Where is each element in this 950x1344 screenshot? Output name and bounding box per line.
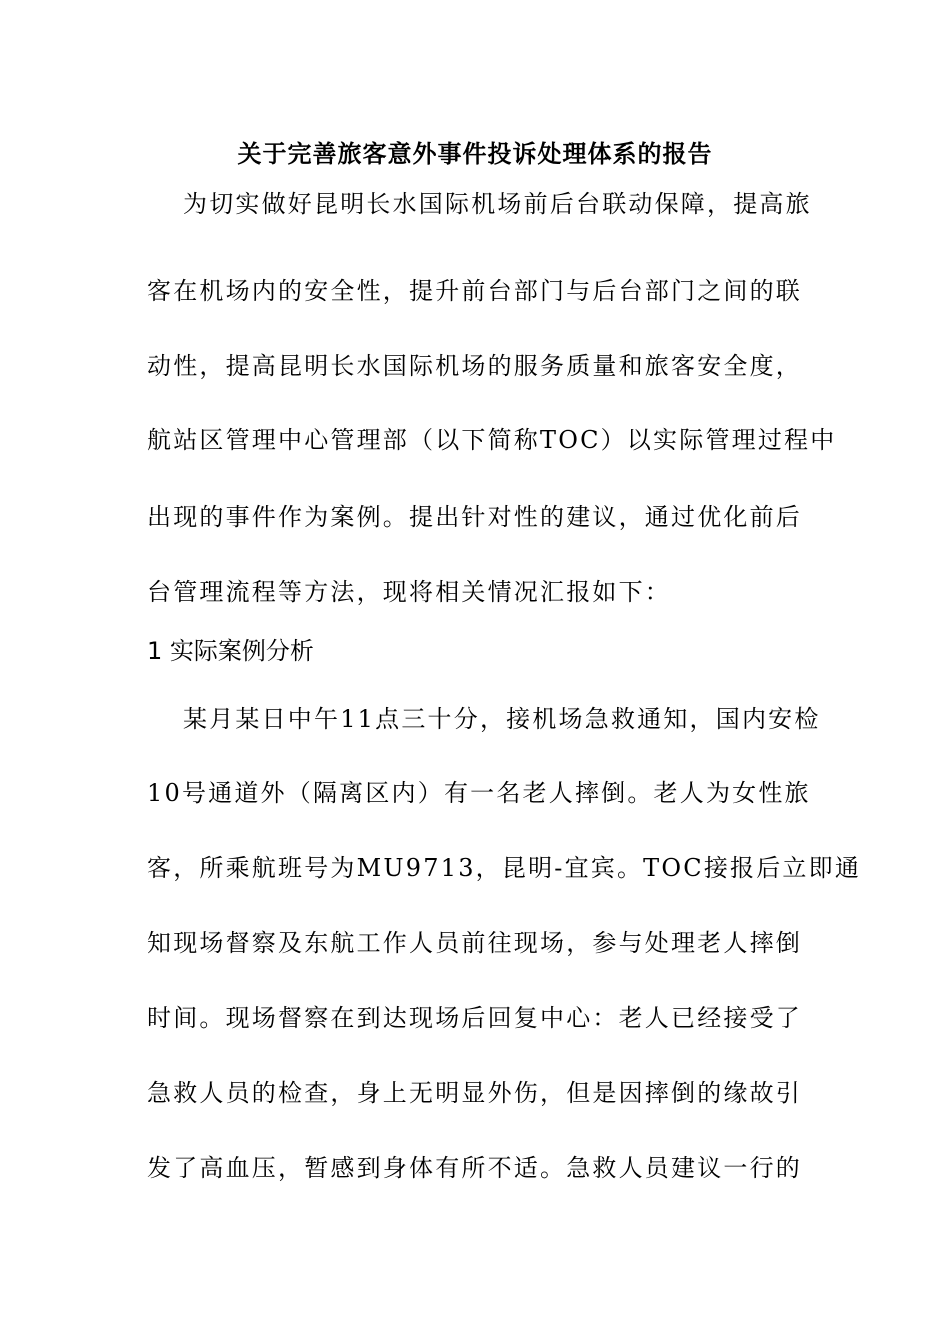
section-line-2: 10号通道外（隔离区内）有一名老人摔倒。老人为女性旅 [147, 779, 811, 807]
intro-line-4: 航站区管理中心管理部（以下简称TOC）以实际管理过程中 [147, 426, 837, 454]
section-line-7: 发了高血压，暂感到身体有所不适。急救人员建议一行的 [147, 1154, 802, 1182]
intro-line-3: 动性，提高昆明长水国际机场的服务质量和旅客安全度， [147, 352, 802, 380]
intro-line-2: 客在机场内的安全性，提升前台部门与后台部门之间的联 [147, 277, 802, 305]
intro-line-1: 为切实做好昆明长水国际机场前后台联动保障，提高旅 [183, 190, 812, 218]
document-title: 关于完善旅客意外事件投诉处理体系的报告 [237, 139, 713, 168]
section-line-6: 急救人员的检查，身上无明显外伤，但是因摔倒的缘故引 [147, 1079, 802, 1107]
section-line-3: 客，所乘航班号为MU9713，昆明-宜宾。TOC接报后立即通 [147, 854, 862, 882]
section-line-5: 时间。现场督察在到达现场后回复中心：老人已经接受了 [147, 1004, 802, 1032]
section-line-4: 知现场督察及东航工作人员前往现场，参与处理老人摔倒 [147, 929, 802, 957]
section-line-1: 某月某日中午11点三十分，接机场急救通知，国内安检 [183, 705, 821, 733]
section-heading: 1 实际案例分析 [147, 637, 314, 665]
intro-line-6: 台管理流程等方法，现将相关情况汇报如下： [147, 578, 671, 606]
intro-line-5: 出现的事件作为案例。提出针对性的建议，通过优化前后 [147, 503, 802, 531]
